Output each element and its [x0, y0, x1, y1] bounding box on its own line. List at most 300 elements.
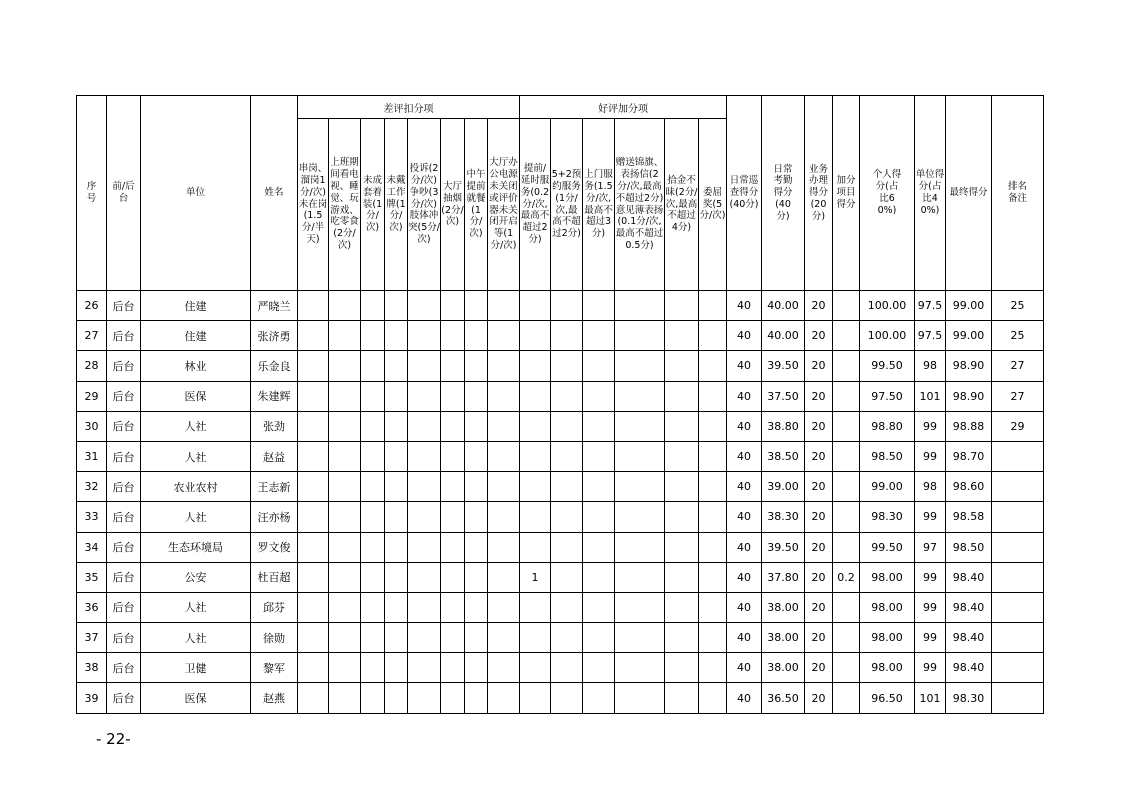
bonus-3-cell — [583, 351, 615, 381]
header-deduct-8: 大厅办公电源未关闭或评价器未关闭开启等(1分/次) — [488, 119, 520, 291]
deduct-3-cell — [361, 472, 385, 502]
business-cell: 20 — [805, 291, 833, 321]
deduct-7-cell — [465, 502, 488, 532]
deduct-2-cell — [329, 291, 361, 321]
table-row — [77, 441, 1044, 471]
bonus-6-cell — [699, 502, 727, 532]
position-cell: 后台 — [107, 321, 141, 351]
deduct-3-cell — [361, 562, 385, 592]
deduct-7-cell — [465, 351, 488, 381]
deduct-4-cell — [385, 653, 408, 683]
deduct-1-cell — [298, 381, 329, 411]
name-cell: 黎军 — [251, 653, 298, 683]
bonus-6-cell — [699, 351, 727, 381]
bonus-6-cell — [699, 291, 727, 321]
name-cell: 赵益 — [251, 441, 298, 471]
patrol-cell: 40 — [727, 472, 762, 502]
unit-score-cell: 99 — [915, 441, 946, 471]
unit-score-cell: 99 — [915, 562, 946, 592]
bonus-4-cell — [615, 683, 665, 713]
rank-cell — [992, 683, 1044, 713]
deduct-1-cell — [298, 623, 329, 653]
rank-cell — [992, 562, 1044, 592]
deduct-4-cell — [385, 532, 408, 562]
deduct-6-cell — [441, 653, 465, 683]
unit-cell: 人社 — [141, 441, 251, 471]
rank-cell: 25 — [992, 291, 1044, 321]
bonus-5-cell — [665, 502, 699, 532]
deduct-7-cell — [465, 653, 488, 683]
deduct-2-cell — [329, 321, 361, 351]
business-cell: 20 — [805, 532, 833, 562]
rank-cell — [992, 472, 1044, 502]
deduct-6-cell — [441, 683, 465, 713]
position-cell: 后台 — [107, 411, 141, 441]
bonus-3-cell — [583, 472, 615, 502]
deduct-2-cell — [329, 472, 361, 502]
personal-score-cell: 98.50 — [860, 441, 915, 471]
deduct-4-cell — [385, 441, 408, 471]
unit-cell: 住建 — [141, 321, 251, 351]
bonus-6-cell — [699, 381, 727, 411]
personal-score-cell: 100.00 — [860, 321, 915, 351]
personal-score-cell: 98.30 — [860, 502, 915, 532]
unit-score-cell: 99 — [915, 592, 946, 622]
bonus-score-cell — [833, 532, 860, 562]
personal-score-cell: 98.00 — [860, 562, 915, 592]
patrol-cell: 40 — [727, 502, 762, 532]
bonus-4-cell — [615, 441, 665, 471]
header-deduct-3: 未成套着装(1分/次) — [361, 119, 385, 291]
unit-score-cell: 101 — [915, 683, 946, 713]
deduct-1-cell — [298, 321, 329, 351]
deduct-1-cell — [298, 502, 329, 532]
attendance-cell: 38.00 — [762, 623, 805, 653]
header-name: 姓名 — [251, 96, 298, 291]
business-cell: 20 — [805, 592, 833, 622]
deduct-3-cell — [361, 351, 385, 381]
seq-cell: 34 — [77, 532, 107, 562]
bonus-score-cell — [833, 441, 860, 471]
personal-score-cell: 98.00 — [860, 623, 915, 653]
deduct-5-cell — [408, 291, 441, 321]
deduct-7-cell — [465, 381, 488, 411]
deduct-4-cell — [385, 502, 408, 532]
bonus-2-cell — [551, 441, 583, 471]
deduct-2-cell — [329, 623, 361, 653]
unit-score-cell: 99 — [915, 411, 946, 441]
bonus-5-cell — [665, 411, 699, 441]
deduct-4-cell — [385, 381, 408, 411]
deduct-4-cell — [385, 592, 408, 622]
header-bonus-5: 拾金不昧(2分/次,最高不超过4分) — [665, 119, 699, 291]
patrol-cell: 40 — [727, 623, 762, 653]
deduct-1-cell — [298, 532, 329, 562]
rank-cell: 27 — [992, 351, 1044, 381]
bonus-4-cell — [615, 381, 665, 411]
deduct-8-cell — [488, 653, 520, 683]
deduct-6-cell — [441, 592, 465, 622]
deduct-3-cell — [361, 411, 385, 441]
bonus-2-cell — [551, 411, 583, 441]
personal-score-cell: 98.80 — [860, 411, 915, 441]
seq-cell: 36 — [77, 592, 107, 622]
bonus-2-cell — [551, 623, 583, 653]
bonus-6-cell — [699, 321, 727, 351]
deduct-3-cell — [361, 532, 385, 562]
rank-cell — [992, 532, 1044, 562]
header-deduct-4: 未戴工作牌(1分/次) — [385, 119, 408, 291]
final-score-cell: 98.30 — [946, 683, 992, 713]
deduct-1-cell — [298, 441, 329, 471]
attendance-cell: 39.00 — [762, 472, 805, 502]
patrol-cell: 40 — [727, 592, 762, 622]
seq-cell: 29 — [77, 381, 107, 411]
table-row — [77, 683, 1044, 713]
deduct-5-cell — [408, 683, 441, 713]
deduct-8-cell — [488, 351, 520, 381]
seq-cell: 30 — [77, 411, 107, 441]
bonus-1-cell — [520, 592, 551, 622]
bonus-1-cell — [520, 623, 551, 653]
bonus-score-cell — [833, 291, 860, 321]
unit-score-cell: 98 — [915, 472, 946, 502]
header-seq: 序号 — [77, 96, 107, 291]
deduct-3-cell — [361, 381, 385, 411]
header-patrol: 日常巡查得分(40分) — [727, 96, 762, 291]
attendance-cell: 38.00 — [762, 592, 805, 622]
deduct-2-cell — [329, 562, 361, 592]
position-cell: 后台 — [107, 441, 141, 471]
personal-score-cell: 99.50 — [860, 532, 915, 562]
position-cell: 后台 — [107, 562, 141, 592]
header-final-score: 最终得分 — [946, 96, 992, 291]
business-cell: 20 — [805, 623, 833, 653]
bonus-1-cell — [520, 321, 551, 351]
seq-cell: 26 — [77, 291, 107, 321]
position-cell: 后台 — [107, 683, 141, 713]
deduct-4-cell — [385, 472, 408, 502]
deduct-7-cell — [465, 562, 488, 592]
bonus-6-cell — [699, 532, 727, 562]
deduct-2-cell — [329, 683, 361, 713]
unit-cell: 人社 — [141, 623, 251, 653]
attendance-cell: 40.00 — [762, 321, 805, 351]
bonus-score-cell: 0.2 — [833, 562, 860, 592]
bonus-6-cell — [699, 683, 727, 713]
position-cell: 后台 — [107, 472, 141, 502]
position-cell: 后台 — [107, 623, 141, 653]
patrol-cell: 40 — [727, 441, 762, 471]
deduct-5-cell — [408, 532, 441, 562]
deduct-6-cell — [441, 623, 465, 653]
bonus-5-cell — [665, 472, 699, 502]
position-cell: 后台 — [107, 351, 141, 381]
deduct-7-cell — [465, 321, 488, 351]
deduct-8-cell — [488, 623, 520, 653]
deduct-4-cell — [385, 683, 408, 713]
deduct-8-cell — [488, 502, 520, 532]
bonus-5-cell — [665, 351, 699, 381]
unit-cell: 生态环境局 — [141, 532, 251, 562]
name-cell: 朱建辉 — [251, 381, 298, 411]
bonus-1-cell — [520, 502, 551, 532]
deduct-6-cell — [441, 532, 465, 562]
name-cell: 赵燕 — [251, 683, 298, 713]
deduct-5-cell — [408, 592, 441, 622]
patrol-cell: 40 — [727, 653, 762, 683]
table-row — [77, 592, 1044, 622]
deduct-7-cell — [465, 291, 488, 321]
name-cell: 汪亦杨 — [251, 502, 298, 532]
bonus-3-cell — [583, 441, 615, 471]
name-cell: 乐金良 — [251, 351, 298, 381]
bonus-4-cell — [615, 592, 665, 622]
deduct-6-cell — [441, 351, 465, 381]
business-cell: 20 — [805, 502, 833, 532]
deduct-5-cell — [408, 502, 441, 532]
deduct-3-cell — [361, 321, 385, 351]
position-cell: 后台 — [107, 291, 141, 321]
bonus-1-cell — [520, 351, 551, 381]
bonus-5-cell — [665, 532, 699, 562]
deduct-5-cell — [408, 441, 441, 471]
unit-cell: 医保 — [141, 381, 251, 411]
bonus-3-cell — [583, 321, 615, 351]
bonus-5-cell — [665, 653, 699, 683]
deduct-6-cell — [441, 411, 465, 441]
table-row — [77, 502, 1044, 532]
deduct-8-cell — [488, 472, 520, 502]
bonus-5-cell — [665, 381, 699, 411]
bonus-1-cell: 1 — [520, 562, 551, 592]
deduct-2-cell — [329, 411, 361, 441]
final-score-cell: 99.00 — [946, 321, 992, 351]
bonus-3-cell — [583, 653, 615, 683]
deduct-1-cell — [298, 351, 329, 381]
table-row — [77, 291, 1044, 321]
bonus-3-cell — [583, 502, 615, 532]
bonus-5-cell — [665, 291, 699, 321]
final-score-cell: 98.60 — [946, 472, 992, 502]
patrol-cell: 40 — [727, 351, 762, 381]
final-score-cell: 98.50 — [946, 532, 992, 562]
bonus-4-cell — [615, 472, 665, 502]
deduct-7-cell — [465, 532, 488, 562]
bonus-2-cell — [551, 562, 583, 592]
rank-cell — [992, 653, 1044, 683]
header-personal-score: 个人得分(占比60%) — [860, 96, 915, 291]
deduct-6-cell — [441, 562, 465, 592]
deduct-6-cell — [441, 291, 465, 321]
rank-cell — [992, 502, 1044, 532]
name-cell: 邱芬 — [251, 592, 298, 622]
final-score-cell: 98.40 — [946, 623, 992, 653]
header-bonus-6: 委屈奖(5分/次) — [699, 119, 727, 291]
deduct-8-cell — [488, 291, 520, 321]
name-cell: 张济勇 — [251, 321, 298, 351]
unit-score-cell: 99 — [915, 502, 946, 532]
bonus-2-cell — [551, 683, 583, 713]
bonus-1-cell — [520, 381, 551, 411]
deduct-5-cell — [408, 472, 441, 502]
final-score-cell: 98.90 — [946, 351, 992, 381]
position-cell: 后台 — [107, 381, 141, 411]
header-business: 业务办理得分(20分) — [805, 96, 833, 291]
header-bonus-1: 提前/延时服务(0.2分/次,最高不超过2分) — [520, 119, 551, 291]
bonus-6-cell — [699, 653, 727, 683]
attendance-cell: 36.50 — [762, 683, 805, 713]
deduct-2-cell — [329, 532, 361, 562]
deduct-5-cell — [408, 351, 441, 381]
deduct-7-cell — [465, 411, 488, 441]
deduct-2-cell — [329, 592, 361, 622]
attendance-cell: 37.80 — [762, 562, 805, 592]
attendance-cell: 38.30 — [762, 502, 805, 532]
deduct-1-cell — [298, 683, 329, 713]
bonus-1-cell — [520, 653, 551, 683]
attendance-cell: 38.50 — [762, 441, 805, 471]
personal-score-cell: 99.50 — [860, 351, 915, 381]
deduct-6-cell — [441, 441, 465, 471]
deduct-8-cell — [488, 441, 520, 471]
attendance-cell: 38.80 — [762, 411, 805, 441]
deduct-3-cell — [361, 592, 385, 622]
deduct-3-cell — [361, 683, 385, 713]
deduct-4-cell — [385, 562, 408, 592]
business-cell: 20 — [805, 562, 833, 592]
unit-score-cell: 99 — [915, 653, 946, 683]
bonus-3-cell — [583, 381, 615, 411]
header-unit-score: 单位得分(占比40%) — [915, 96, 946, 291]
deduct-2-cell — [329, 351, 361, 381]
bonus-2-cell — [551, 502, 583, 532]
unit-score-cell: 97.5 — [915, 321, 946, 351]
deduct-2-cell — [329, 653, 361, 683]
bonus-score-cell — [833, 351, 860, 381]
deduct-8-cell — [488, 562, 520, 592]
table-row — [77, 532, 1044, 562]
bonus-5-cell — [665, 683, 699, 713]
deduct-5-cell — [408, 562, 441, 592]
deduct-5-cell — [408, 411, 441, 441]
deduct-8-cell — [488, 411, 520, 441]
patrol-cell: 40 — [727, 321, 762, 351]
attendance-cell: 39.50 — [762, 532, 805, 562]
name-cell: 杜百超 — [251, 562, 298, 592]
final-score-cell: 99.00 — [946, 291, 992, 321]
business-cell: 20 — [805, 351, 833, 381]
position-cell: 后台 — [107, 592, 141, 622]
name-cell: 徐勋 — [251, 623, 298, 653]
unit-score-cell: 101 — [915, 381, 946, 411]
attendance-cell: 40.00 — [762, 291, 805, 321]
deduct-5-cell — [408, 623, 441, 653]
unit-score-cell: 98 — [915, 351, 946, 381]
seq-cell: 32 — [77, 472, 107, 502]
bonus-2-cell — [551, 291, 583, 321]
business-cell: 20 — [805, 653, 833, 683]
seq-cell: 31 — [77, 441, 107, 471]
deduct-1-cell — [298, 653, 329, 683]
deduct-7-cell — [465, 472, 488, 502]
business-cell: 20 — [805, 321, 833, 351]
score-table — [76, 95, 1044, 714]
deduct-7-cell — [465, 623, 488, 653]
bonus-3-cell — [583, 683, 615, 713]
deduct-3-cell — [361, 623, 385, 653]
bonus-2-cell — [551, 532, 583, 562]
seq-cell: 27 — [77, 321, 107, 351]
header-deduct-group: 差评扣分项 — [298, 96, 520, 119]
name-cell: 张劲 — [251, 411, 298, 441]
personal-score-cell: 99.00 — [860, 472, 915, 502]
header-bonus-3: 上门服务(1.5分/次,最高不超过3分) — [583, 119, 615, 291]
deduct-6-cell — [441, 321, 465, 351]
bonus-score-cell — [833, 472, 860, 502]
deduct-1-cell — [298, 291, 329, 321]
deduct-5-cell — [408, 381, 441, 411]
business-cell: 20 — [805, 683, 833, 713]
bonus-score-cell — [833, 502, 860, 532]
bonus-1-cell — [520, 472, 551, 502]
table-row — [77, 381, 1044, 411]
bonus-2-cell — [551, 321, 583, 351]
deduct-2-cell — [329, 441, 361, 471]
bonus-2-cell — [551, 653, 583, 683]
bonus-6-cell — [699, 441, 727, 471]
bonus-2-cell — [551, 472, 583, 502]
bonus-5-cell — [665, 623, 699, 653]
patrol-cell: 40 — [727, 381, 762, 411]
deduct-4-cell — [385, 321, 408, 351]
header-deduct-7: 中午提前就餐(1分/次) — [465, 119, 488, 291]
rank-cell: 27 — [992, 381, 1044, 411]
header-deduct-5: 投诉(2分/次)争吵(3分/次)肢体冲突(5分/次) — [408, 119, 441, 291]
bonus-6-cell — [699, 411, 727, 441]
rank-cell: 25 — [992, 321, 1044, 351]
final-score-cell: 98.40 — [946, 562, 992, 592]
deduct-5-cell — [408, 653, 441, 683]
header-position: 前/后台 — [107, 96, 141, 291]
name-cell: 罗文俊 — [251, 532, 298, 562]
attendance-cell: 38.00 — [762, 653, 805, 683]
bonus-5-cell — [665, 321, 699, 351]
table-row — [77, 653, 1044, 683]
unit-score-cell: 97 — [915, 532, 946, 562]
bonus-3-cell — [583, 291, 615, 321]
deduct-1-cell — [298, 472, 329, 502]
seq-cell: 35 — [77, 562, 107, 592]
page-number: - 22- — [96, 730, 131, 748]
unit-cell: 住建 — [141, 291, 251, 321]
table-row — [77, 351, 1044, 381]
table-row — [77, 623, 1044, 653]
rank-cell — [992, 623, 1044, 653]
deduct-3-cell — [361, 441, 385, 471]
deduct-2-cell — [329, 381, 361, 411]
bonus-3-cell — [583, 592, 615, 622]
unit-cell: 农业农村 — [141, 472, 251, 502]
bonus-score-cell — [833, 683, 860, 713]
patrol-cell: 40 — [727, 683, 762, 713]
deduct-6-cell — [441, 472, 465, 502]
header-bonus-2: 5+2预约服务(1分/次,最高不超过2分) — [551, 119, 583, 291]
unit-cell: 医保 — [141, 683, 251, 713]
bonus-4-cell — [615, 502, 665, 532]
business-cell: 20 — [805, 472, 833, 502]
rank-cell: 29 — [992, 411, 1044, 441]
